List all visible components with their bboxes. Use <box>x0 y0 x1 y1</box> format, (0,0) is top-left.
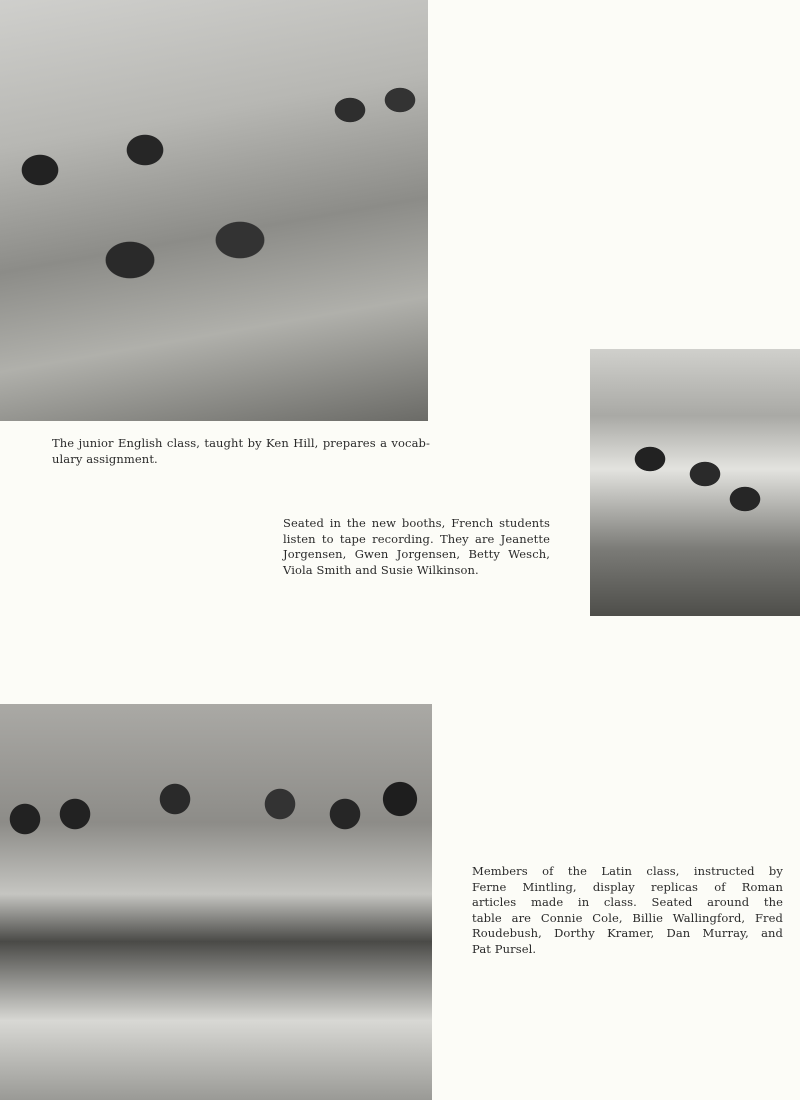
french-class-photo <box>590 349 800 616</box>
latin-class-photo <box>0 704 432 1100</box>
caption-line: Ferne Mintling, display replicas of Roman <box>472 879 783 894</box>
caption-line: The junior English class, taught by Ken Hill, prepares a vocab- <box>52 436 430 450</box>
caption-line: Roudebush, Dorthy Kramer, Dan Murray, and <box>472 926 783 940</box>
english-class-caption <box>52 436 430 467</box>
latin-class-caption <box>472 864 783 957</box>
caption-line: table are Connie Cole, Billie Wallingford, Fred <box>472 910 783 925</box>
caption-line: articles made in class. Seated around the <box>472 895 783 909</box>
caption-line: Jorgensen, Gwen Jorgensen, Betty Wesch, <box>283 547 550 561</box>
caption-line: listen to tape recording. They are Jeanette <box>283 531 550 546</box>
english-class-photo <box>0 0 428 421</box>
caption-line: Members of the Latin class, instructed by <box>472 864 783 878</box>
caption-line: Seated in the new booths, French students <box>283 516 550 530</box>
french-class-caption <box>283 516 550 578</box>
caption-line: Viola Smith and Susie Wilkinson. <box>283 562 479 577</box>
caption-line: Pat Pursel. <box>472 941 537 956</box>
caption-line: ulary assignment. <box>52 451 158 466</box>
